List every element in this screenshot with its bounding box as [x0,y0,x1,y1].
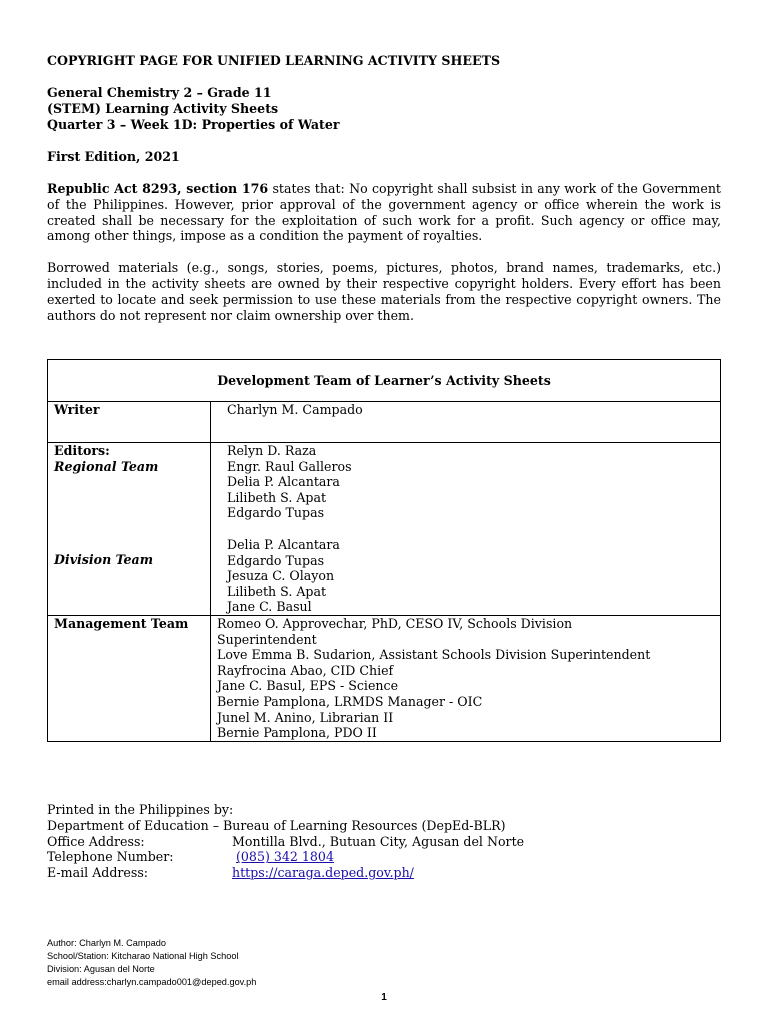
regional-team-label: Regional Team [54,458,159,474]
footer-email: email address:charlyn.campado001@deped.gov.ph [47,977,257,987]
printed-by: Printed in the Philippines by: [47,802,234,817]
footer-school: School/Station: Kitcharao National High School [47,951,239,961]
subject-line-3: Quarter 3 – Week 1D: Properties of Water [47,117,340,132]
development-team-table [47,359,721,742]
printing-info [47,802,721,881]
email-label: E-mail Address: [47,865,149,881]
management-member: Superintendent [217,631,317,647]
management-member: Romeo O. Approvechar, PhD, CESO IV, Schools Division [217,615,573,631]
management-member: Love Emma B. Sudarion, Assistant Schools Division Superintendent [217,647,651,663]
copyright-title: COPYRIGHT PAGE FOR UNIFIED LEARNING ACTIVITY SHEETS [47,53,501,68]
page-number: 1 [381,992,387,1003]
republic-act-paragraph [47,181,721,244]
regional-member: Delia P. Alcantara [227,474,340,490]
footer-author: Author: Charlyn M. Campado [47,938,166,948]
document-body [47,53,721,323]
telephone-link[interactable]: (085) 342 1804 [236,849,334,865]
telephone-row [47,849,721,865]
management-member: Rayfrocina Abao, CID Chief [217,662,394,678]
division-member: Jane C. Basul [227,599,312,615]
editors-labels [48,443,211,616]
office-address-label: Office Address: [47,833,145,849]
management-row [48,615,721,741]
email-row [47,865,721,881]
editors-row [48,443,721,616]
subject-line-2: (STEM) Learning Activity Sheets [47,101,279,116]
management-member: Bernie Pamplona, PDO II [217,725,377,741]
regional-member: Engr. Raul Galleros [227,458,352,474]
division-member: Delia P. Alcantara [227,536,340,552]
management-label: Management Team [48,615,211,741]
office-address-row [47,834,721,850]
writer-name: Charlyn M. Campado [211,402,721,443]
team-table-heading: Development Team of Learner’s Activity Sheets [48,360,721,402]
division-team-label: Division Team [54,552,154,568]
management-member: Bernie Pamplona, LRMDS Manager - OIC [217,693,483,709]
footer-division: Division: Agusan del Norte [47,964,155,974]
editors-label: Editors: [54,443,110,458]
regional-member: Lilibeth S. Apat [227,489,327,505]
division-member: Edgardo Tupas [227,552,325,568]
division-member: Jesuza C. Olayon [227,568,335,584]
author-footer [47,937,256,989]
republic-act-text: states that: No copyright shall subsist in any work of the Government of the Philippines. However, prior approval of the government agency or office wherein the work is created shall be necessary for the exploitation of such work for a profit. Such agency or office may, among other things, impose as a condition the payment of royalties. [47,181,721,244]
management-names [211,615,721,741]
editors-names [211,443,721,616]
office-address-value: Montilla Blvd., Butuan City, Agusan del Norte [232,833,525,849]
writer-label: Writer [48,402,211,443]
republic-act-citation: Republic Act 8293, section 176 [47,181,269,196]
division-member: Lilibeth S. Apat [227,583,327,599]
management-member: Junel M. Anino, Librarian II [217,709,394,725]
edition: First Edition, 2021 [47,149,180,164]
website-link[interactable]: https://caraga.deped.gov.ph/ [232,865,414,881]
regional-member: Relyn D. Raza [227,443,317,458]
regional-member: Edgardo Tupas [227,505,325,521]
subject-line-1: General Chemistry 2 – Grade 11 [47,85,272,100]
writer-row [48,402,721,443]
borrowed-materials-paragraph: Borrowed materials (e.g., songs, stories, poems, pictures, photos, brand names, trademarks, etc.) included in the activity sheets are owned by their respective copyright holders. Every effort has been exerted to locate and seek permission to use these materials from the respective copyright owners. The authors do not represent nor claim ownership over them. [47,260,721,323]
management-member: Jane C. Basul, EPS - Science [217,678,399,694]
telephone-label: Telephone Number: [47,849,174,865]
publisher-department: Department of Education – Bureau of Learning Resources (DepEd-BLR) [47,817,506,833]
